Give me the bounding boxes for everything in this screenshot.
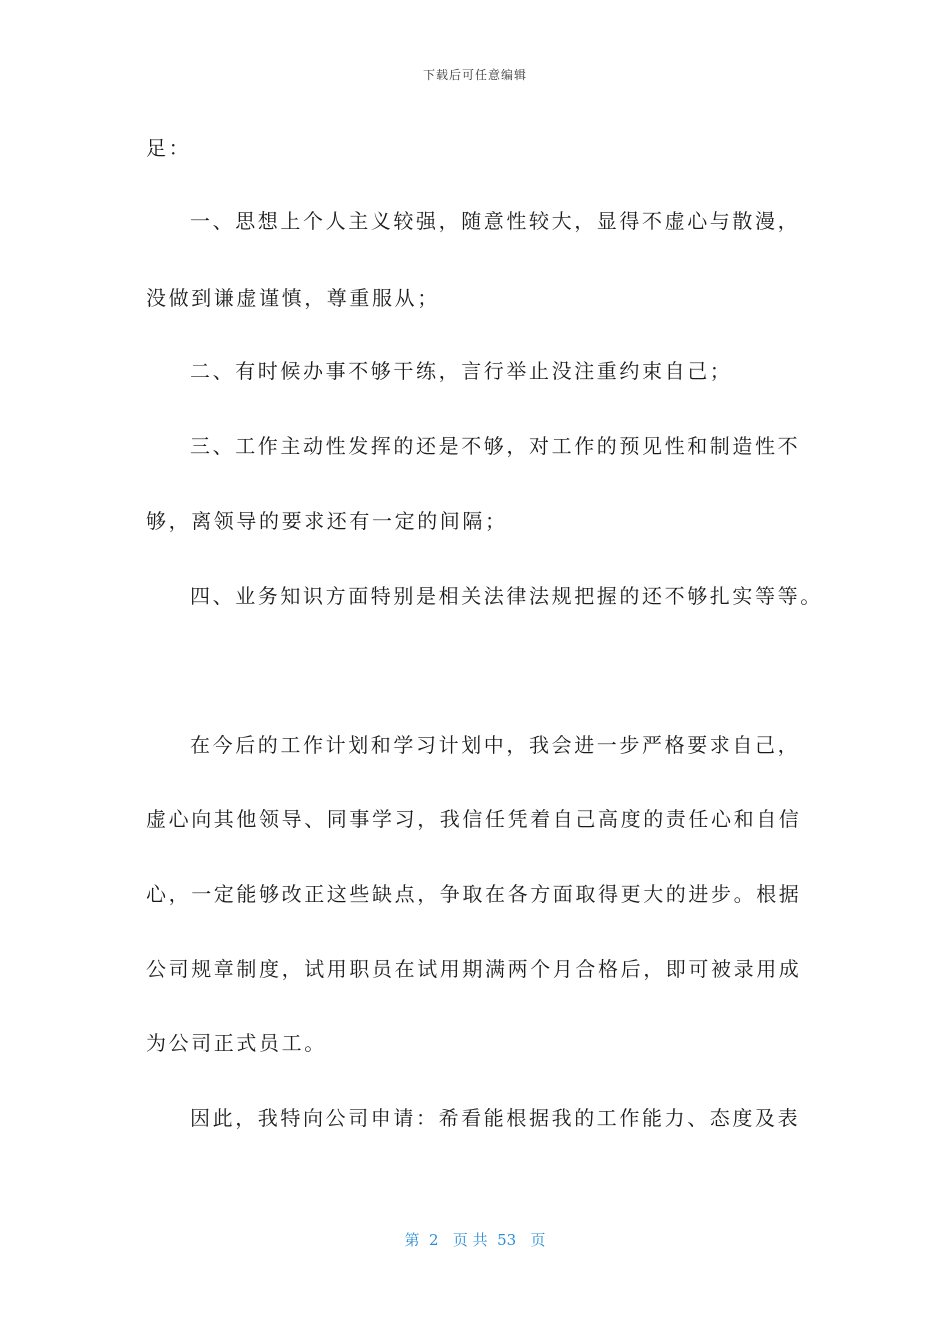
page-footer: 第 2 页 共 53 页	[404, 1231, 546, 1249]
body-line: 公司规章制度，试用职员在试用期满两个月合格后，即可被录用成	[146, 957, 802, 981]
body-line: 四、业务知识方面特别是相关法律法规把握的还不够扎实等等。	[190, 584, 823, 608]
body-line: 没做到谦虚谨慎，尊重服从；	[146, 286, 440, 310]
body-line: 为公司正式员工。	[146, 1031, 327, 1055]
body-line: 二、有时候办事不够干练，言行举止没注重约束自己；	[190, 359, 733, 383]
body-line: 在今后的工作计划和学习计划中，我会进一步严格要求自己，	[190, 733, 801, 757]
body-line: 三、工作主动性发挥的还是不够，对工作的预见性和制造性不	[190, 434, 801, 458]
body-line: 心，一定能够改正这些缺点，争取在各方面取得更大的进步。根据	[146, 882, 802, 906]
body-line: 因此，我特向公司申请：希看能根据我的工作能力、态度及表	[190, 1106, 801, 1130]
body-line: 一、思想上个人主义较强，随意性较大，显得不虚心与散漫，	[190, 209, 801, 233]
page-header: 下载后可任意编辑	[422, 68, 527, 82]
body-line: 足：	[146, 136, 192, 160]
body-line: 虚心向其他领导、同事学习，我信任凭着自己高度的责任心和自信	[146, 807, 802, 831]
body-line: 够，离领导的要求还有一定的间隔；	[146, 509, 508, 533]
